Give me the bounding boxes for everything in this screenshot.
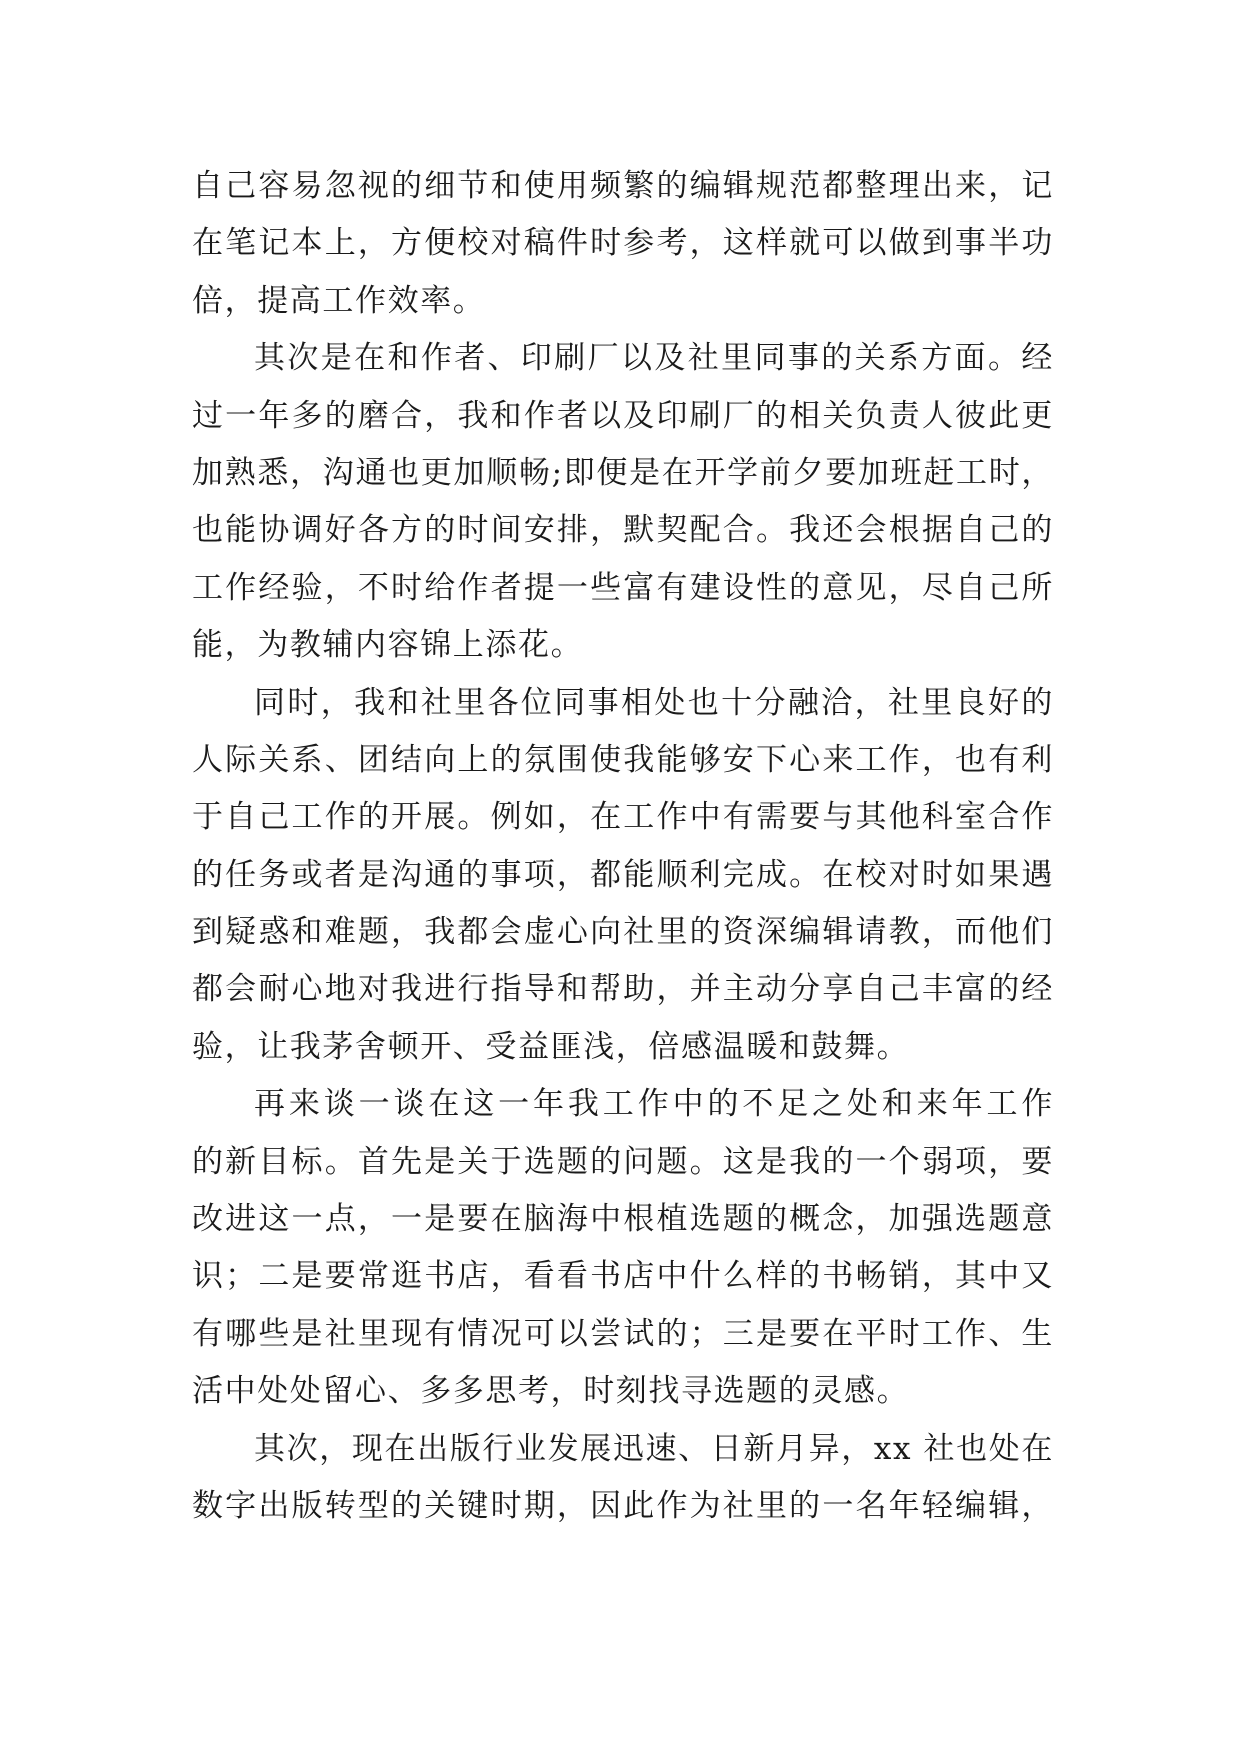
text-line: 也能协调好各方的时间安排，默契配合。我还会根据自己的 <box>192 512 1054 549</box>
text-line: 识；二是要常逛书店，看看书店中什么样的书畅销，其中又 <box>192 1258 1054 1295</box>
paragraph-first-line: 其次是在和作者、印刷厂以及社里同事的关系方面。经 <box>254 340 1054 377</box>
paragraph-first-line: 其次，现在出版行业发展迅速、日新月异，xx 社也处在 <box>254 1430 1054 1467</box>
text-line: 验，让我茅舍顿开、受益匪浅，倍感温暖和鼓舞。 <box>192 1028 910 1065</box>
text-line: 改进这一点，一是要在脑海中根植选题的概念，加强选题意 <box>192 1201 1054 1238</box>
text-line: 自己容易忽视的细节和使用频繁的编辑规范都整理出来，记 <box>192 168 1054 204</box>
text-line: 于自己工作的开展。例如，在工作中有需要与其他科室合作 <box>192 799 1054 836</box>
text-line: 数字出版转型的关键时期，因此作为社里的一名年轻编辑， <box>192 1487 1054 1524</box>
text-line: 到疑惑和难题，我都会虚心向社里的资深编辑请教，而他们 <box>192 914 1054 951</box>
text-line: 工作经验，不时给作者提一些富有建设性的意见，尽自己所 <box>192 569 1054 606</box>
paragraph-first-line: 再来谈一谈在这一年我工作中的不足之处和来年工作 <box>254 1086 1054 1123</box>
text-line: 的新目标。首先是关于选题的问题。这是我的一个弱项，要 <box>192 1143 1054 1180</box>
text-line: 倍，提高工作效率。 <box>192 282 486 319</box>
text-line: 活中处处留心、多多思考，时刻找寻选题的灵感。 <box>192 1373 910 1410</box>
text-line: 的任务或者是沟通的事项，都能顺利完成。在校对时如果遇 <box>192 856 1054 893</box>
text-line: 过一年多的磨合，我和作者以及印刷厂的相关负责人彼此更 <box>192 397 1054 434</box>
text-line: 能，为教辅内容锦上添花。 <box>192 627 584 664</box>
body-text <box>192 158 1054 1535</box>
text-line: 人际关系、团结向上的氛围使我能够安下心来工作，也有利 <box>192 741 1054 778</box>
text-line: 在笔记本上，方便校对稿件时参考，这样就可以做到事半功 <box>192 225 1054 262</box>
text-line: 有哪些是社里现有情况可以尝试的；三是要在平时工作、生 <box>192 1315 1054 1352</box>
text-line: 都会耐心地对我进行指导和帮助，并主动分享自己丰富的经 <box>192 971 1054 1008</box>
text-line: 加熟悉，沟通也更加顺畅;即便是在开学前夕要加班赶工时， <box>192 454 1054 491</box>
paragraph-first-line: 同时，我和社里各位同事相处也十分融洽，社里良好的 <box>254 684 1054 721</box>
